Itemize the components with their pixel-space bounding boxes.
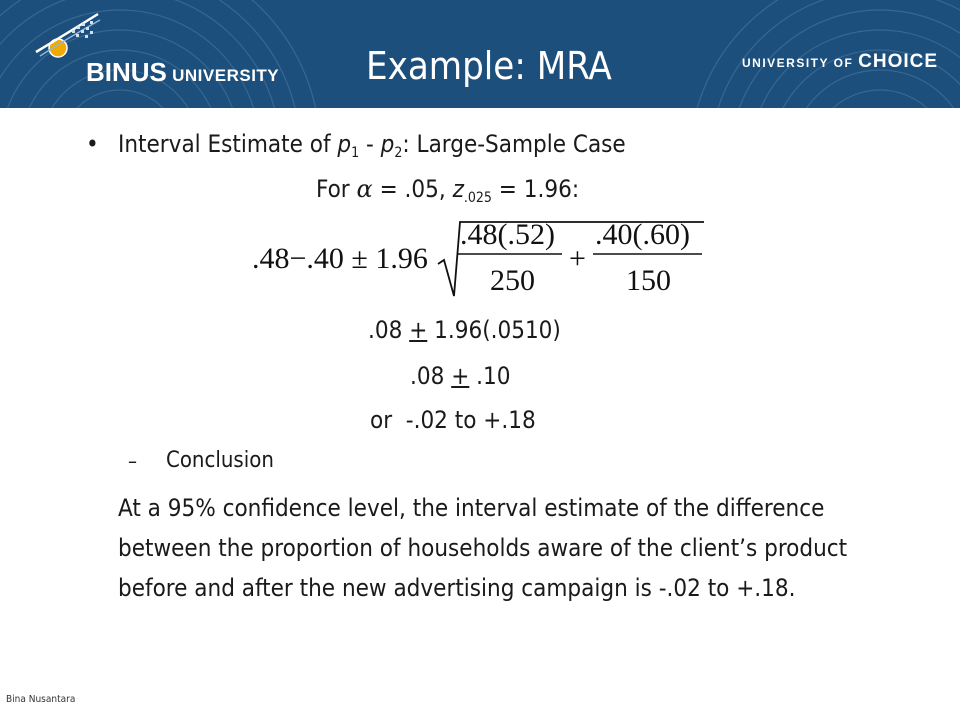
interval-formula xyxy=(250,216,710,300)
formula-lead: .48−.40 ± 1.96 xyxy=(252,242,428,275)
formula-plus: + xyxy=(569,242,586,275)
result-line-3: or -.02 to +.18 xyxy=(370,406,536,434)
footer-text: Bina Nusantara xyxy=(6,694,76,705)
bullet-icon: • xyxy=(86,130,99,158)
result-line-1: .08 + 1.96(.0510) xyxy=(368,316,561,344)
binus-logo-icon xyxy=(26,8,106,58)
sub-bullet-dash: – xyxy=(128,449,137,473)
conclusion-label: Conclusion xyxy=(166,448,274,473)
formula-numerator-1: .48(.52) xyxy=(460,218,555,251)
tagline: UNIVERSITY OF CHOICE xyxy=(742,51,939,72)
result-line-2: .08 + .10 xyxy=(410,362,511,390)
formula-denominator-1: 250 xyxy=(490,264,535,297)
bullet-heading: Interval Estimate of $p_1 - p_2$: Large-Sample Case xyxy=(118,130,626,161)
slide-title: Example: MRA xyxy=(366,44,612,88)
slide-header xyxy=(0,0,960,108)
alpha-line: For α = .05, $z_{.025} = 1.96$: xyxy=(316,175,580,206)
formula-denominator-2: 150 xyxy=(626,264,671,297)
conclusion-paragraph: At a 95% confidence level, the interval estimate of the difference between the proportion of households aware of the client’s product before and after the new advertising campaign is -.02 to +.18. xyxy=(118,494,848,602)
formula-numerator-2: .40(.60) xyxy=(595,218,690,251)
logo-wordmark: BINUS UNIVERSITY xyxy=(86,57,280,87)
